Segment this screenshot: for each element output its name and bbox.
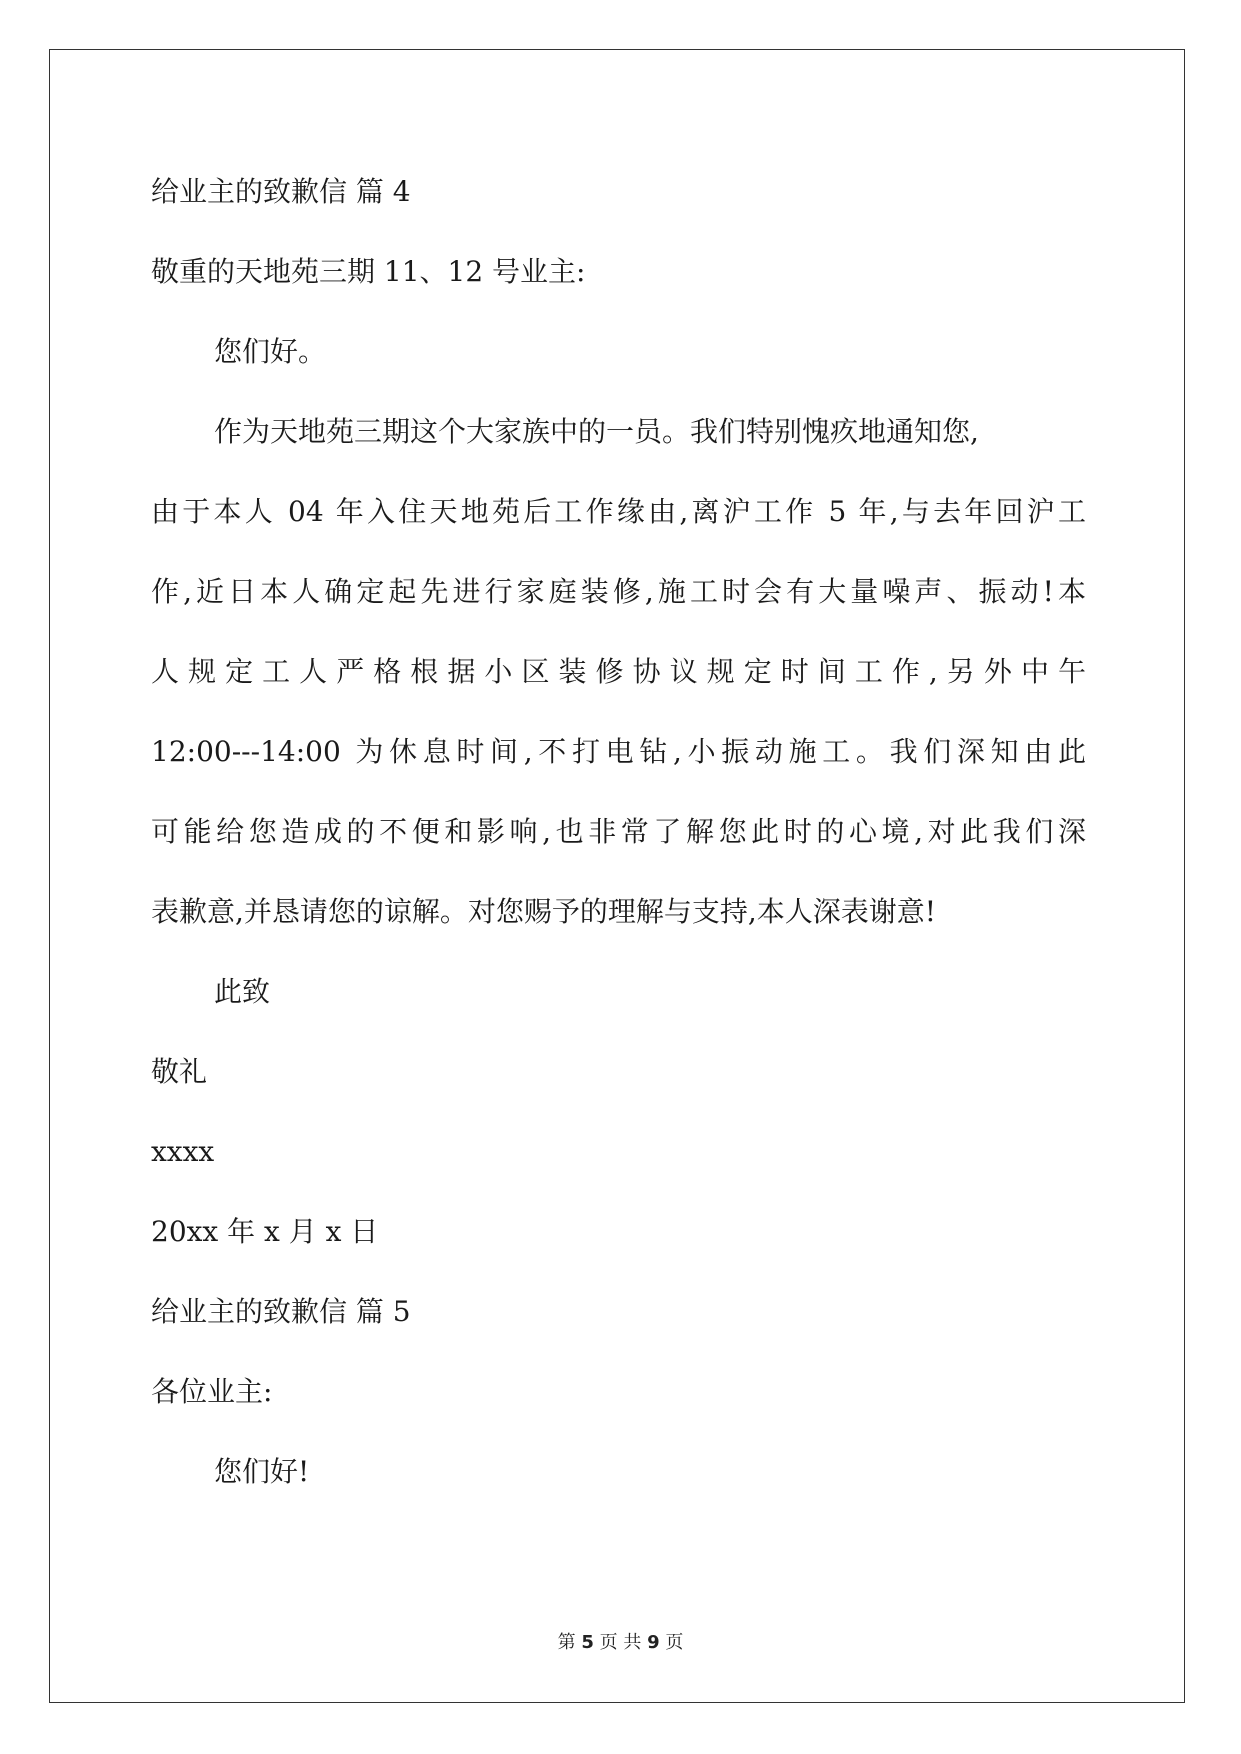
footer-suffix: 页: [665, 1632, 684, 1653]
section-heading-4: 给业主的致歉信 篇 4: [151, 175, 411, 208]
body-paragraph-line: 可能给您造成的不便和影响,也非常了解您此时的心境,对此我们深: [151, 815, 1086, 848]
date-line: 20xx 年 x 月 x 日: [151, 1215, 379, 1248]
salutation-line: 各位业主:: [151, 1375, 273, 1408]
body-paragraph-line: 由于本人 04 年入住天地苑后工作缘由,离沪工作 5 年,与去年回沪工: [151, 495, 1086, 528]
signature-line: xxxx: [151, 1135, 215, 1168]
body-paragraph-line: 作,近日本人确定起先进行家庭装修,施工时会有大量噪声、振动!本: [151, 575, 1086, 608]
body-paragraph-line: 12:00---14:00 为休息时间,不打电钻,小振动施工。我们深知由此: [151, 735, 1086, 768]
footer-mid: 页 共: [599, 1632, 642, 1653]
closing-line: 此致: [214, 975, 271, 1008]
footer-prefix: 第: [557, 1632, 576, 1653]
page-footer: [0, 1628, 1241, 1654]
greeting-line: 您们好!: [214, 1455, 310, 1488]
body-paragraph-line: 作为天地苑三期这个大家族中的一员。我们特别愧疚地通知您,: [214, 415, 979, 448]
regards-line: 敬礼: [151, 1055, 208, 1088]
salutation-line: 敬重的天地苑三期 11、12 号业主:: [151, 255, 586, 288]
total-pages-number: 9: [647, 1632, 660, 1653]
body-paragraph-line: 人规定工人严格根据小区装修协议规定时间工作,另外中午: [151, 655, 1086, 688]
section-heading-5: 给业主的致歉信 篇 5: [151, 1295, 411, 1328]
greeting-line: 您们好。: [214, 335, 327, 368]
body-paragraph-line: 表歉意,并恳请您的谅解。对您赐予的理解与支持,本人深表谢意!: [151, 895, 937, 928]
current-page-number: 5: [581, 1632, 594, 1653]
